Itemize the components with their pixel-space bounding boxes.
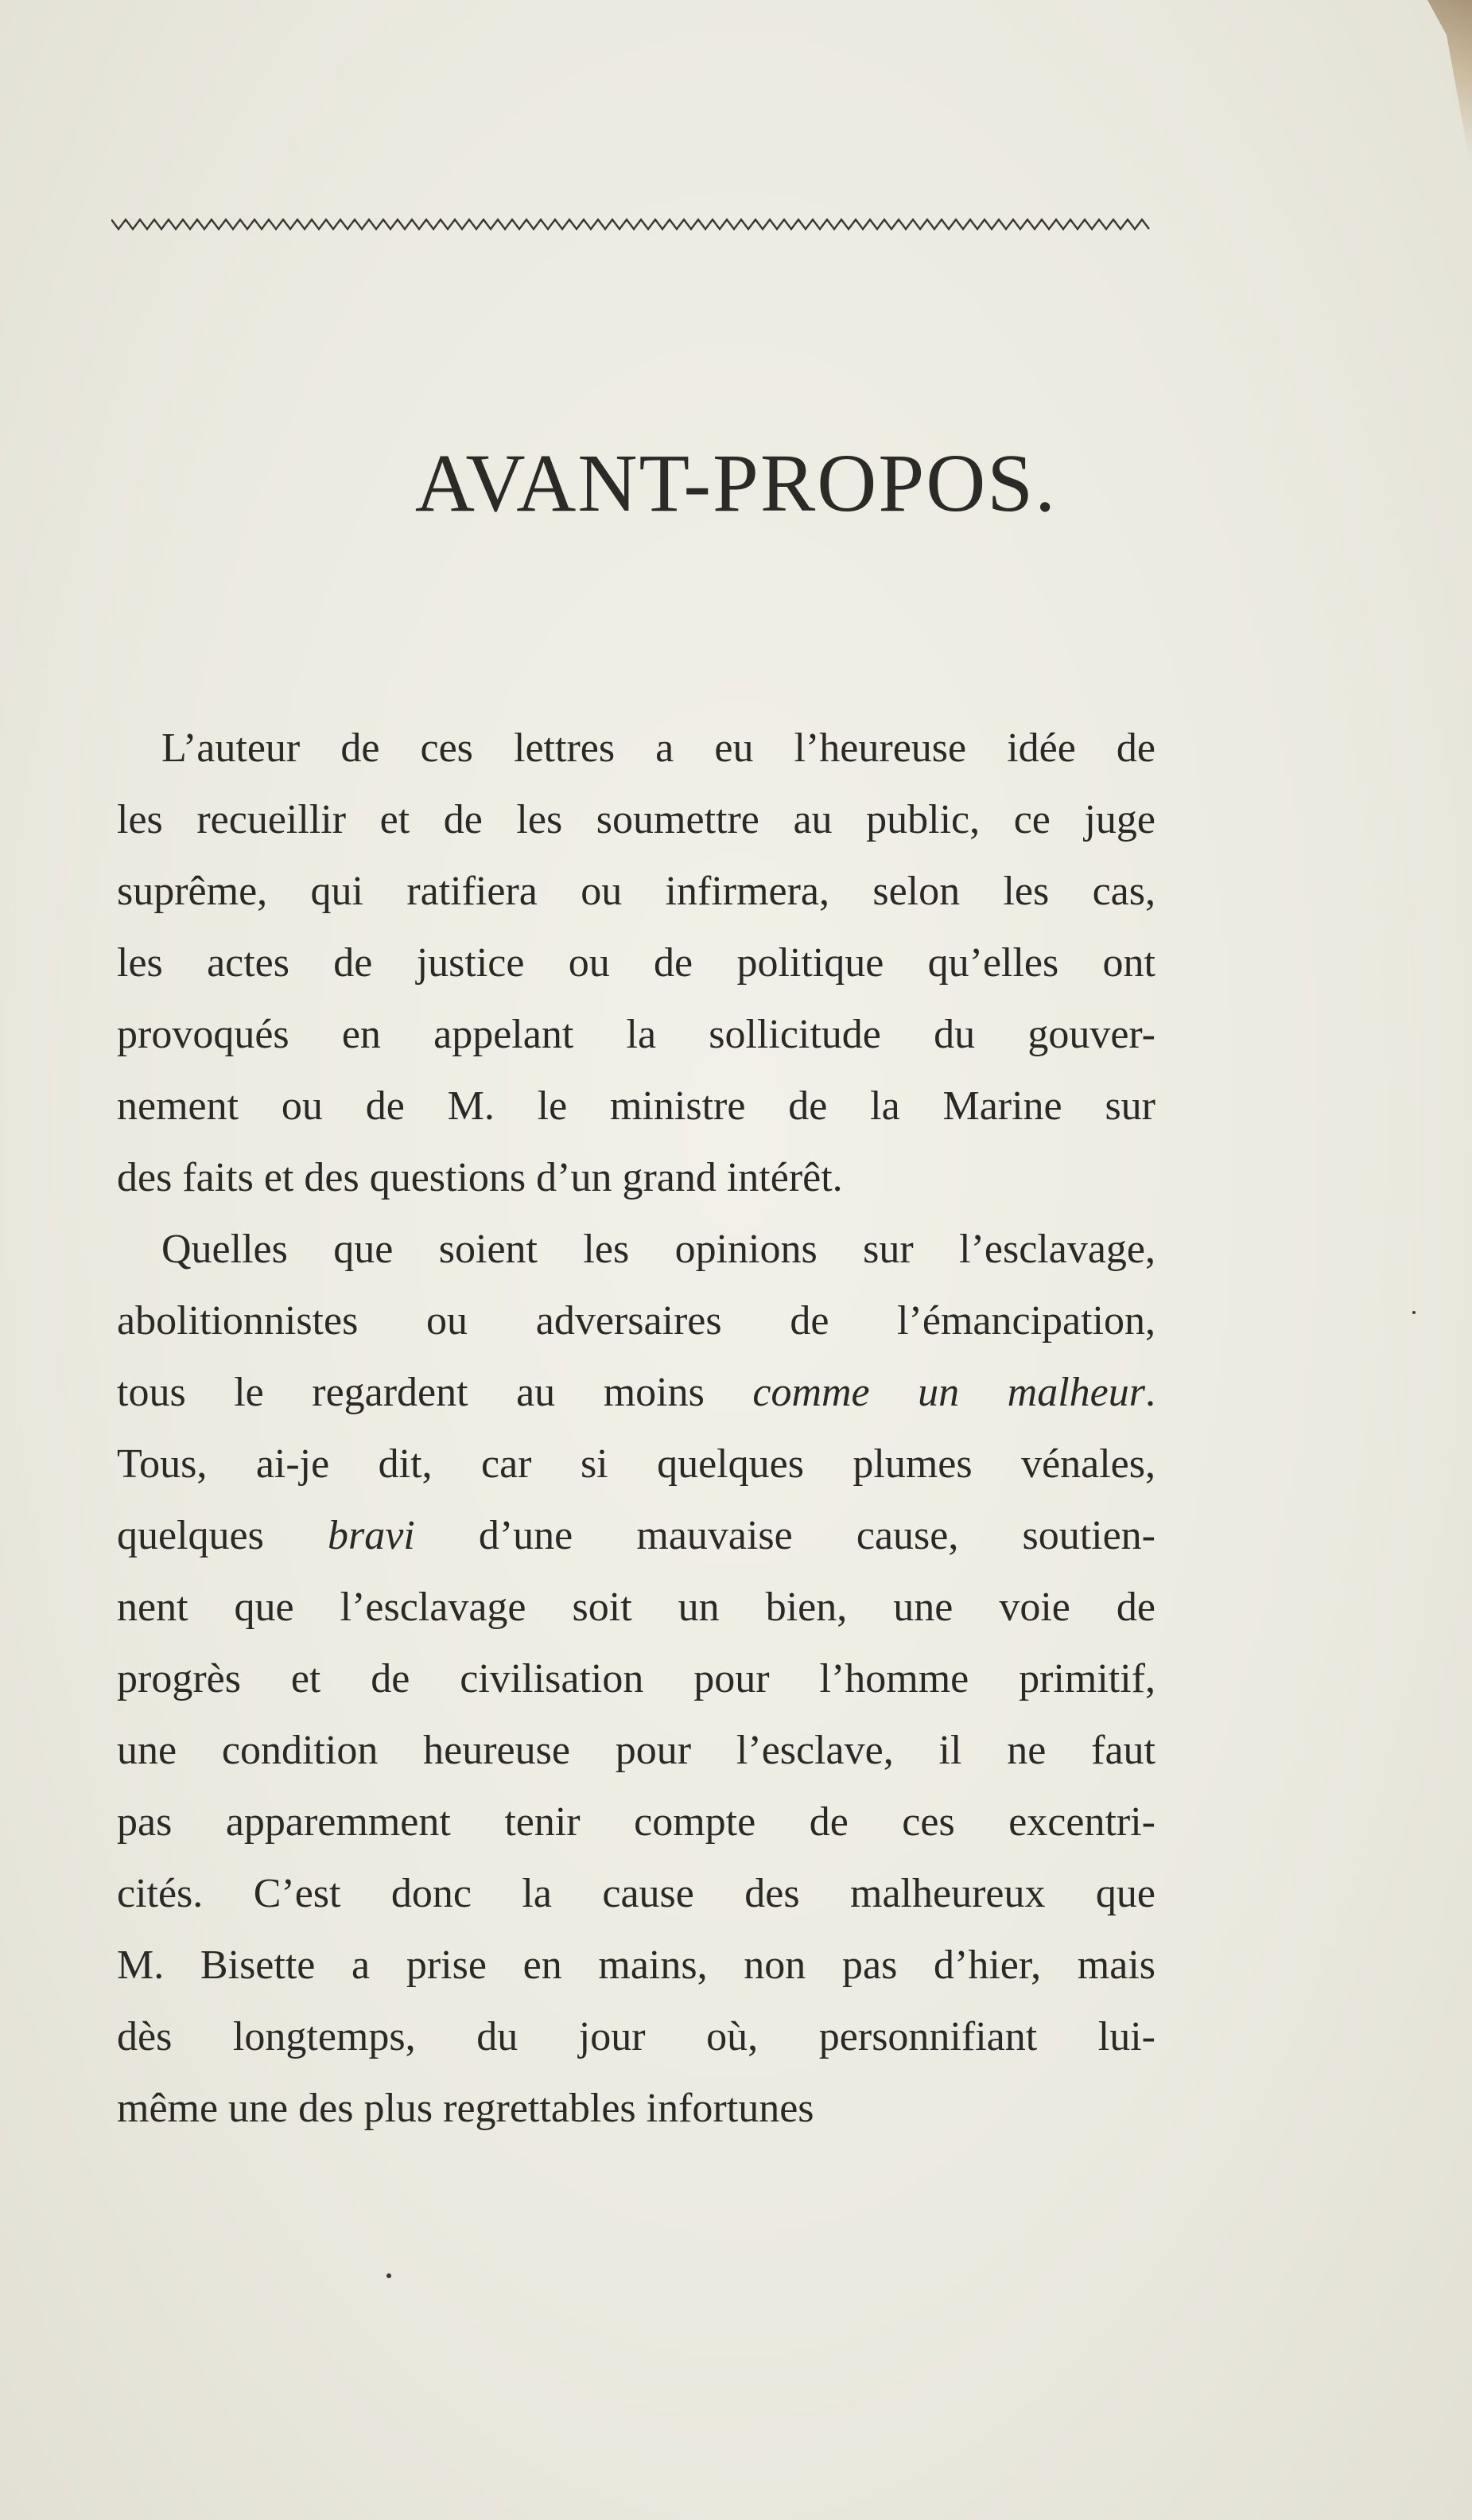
text-line	[117, 1787, 1155, 1858]
ink-speck	[386, 2273, 391, 2278]
line-text: les actes de justice ou de politique qu’elles ont	[117, 940, 1155, 986]
text-line	[117, 2073, 1155, 2145]
text-line	[117, 1142, 1155, 1214]
text-line	[117, 1930, 1155, 2001]
line-text: .	[1145, 1370, 1155, 1415]
line-text: Quelles que soient les opinions sur l’esclavage,	[161, 1227, 1155, 1272]
line-text: même une des plus regrettables infortunes	[117, 2086, 814, 2131]
page-title: AVANT-PROPOS.	[414, 438, 1058, 529]
text-line	[117, 2001, 1155, 2073]
text-line	[117, 856, 1155, 928]
line-text: M. Bisette a prise en mains, non pas d’hier, mais	[117, 1942, 1155, 1988]
line-text: cités. C’est donc la cause des malheureux que	[117, 1871, 1155, 1916]
text-line	[117, 1643, 1155, 1715]
ink-speck	[1412, 1311, 1416, 1314]
line-text: d’une mauvaise cause, soutien-	[414, 1513, 1155, 1558]
text-line	[117, 1429, 1155, 1500]
text-line	[117, 713, 1155, 784]
line-text: L’auteur de ces lettres a eu l’heureuse idée de	[161, 725, 1155, 771]
page-corner-stain	[1408, 0, 1472, 175]
line-text: des faits et des questions d’un grand intérêt.	[117, 1155, 843, 1200]
line-text: Tous, ai-je dit, car si quelques plumes vénales,	[117, 1441, 1155, 1487]
italic-text: bravi	[327, 1513, 415, 1558]
text-line	[117, 1357, 1155, 1429]
body-text	[117, 713, 1155, 2145]
text-line	[117, 1858, 1155, 1930]
line-text: suprême, qui ratifiera ou infirmera, selon les cas,	[117, 869, 1155, 914]
line-text: les recueillir et de les soumettre au public, ce juge	[117, 797, 1155, 842]
line-text: provoqués en appelant la sollicitude du gouver-	[117, 1012, 1155, 1057]
text-line	[117, 1071, 1155, 1142]
text-line	[117, 928, 1155, 999]
text-line	[117, 1214, 1155, 1285]
text-line	[117, 1500, 1155, 1572]
line-text: pas apparemment tenir compte de ces excentri-	[117, 1799, 1155, 1845]
line-text: nement ou de M. le ministre de la Marine sur	[117, 1083, 1155, 1129]
text-line	[117, 999, 1155, 1071]
text-line	[117, 1572, 1155, 1643]
line-text: nent que l’esclavage soit un bien, une voie de	[117, 1585, 1155, 1630]
line-text: une condition heureuse pour l’esclave, il ne faut	[117, 1728, 1155, 1773]
ornamental-rule	[111, 213, 1153, 237]
line-text: progrès et de civilisation pour l’homme primitif,	[117, 1656, 1155, 1701]
italic-text: comme un malheur	[752, 1370, 1145, 1415]
text-line	[117, 1285, 1155, 1357]
text-line	[117, 1715, 1155, 1787]
line-text: abolitionnistes ou adversaires de l’émancipation,	[117, 1298, 1155, 1344]
line-text: quelques	[117, 1513, 328, 1558]
line-text: dès longtemps, du jour où, personnifiant lui-	[117, 2014, 1155, 2059]
line-text: tous le regardent au moins	[117, 1370, 753, 1415]
text-line	[117, 784, 1155, 856]
